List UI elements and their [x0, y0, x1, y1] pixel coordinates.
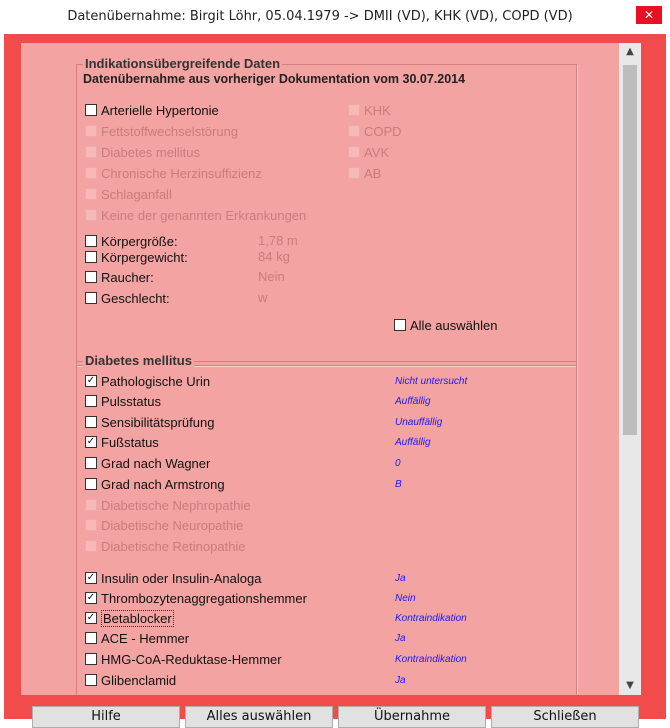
checkbox-fettstoffwechselstoerung — [85, 122, 238, 140]
checkbox-glibenclamid[interactable] — [85, 671, 176, 689]
checkbox-label: Alle auswählen — [410, 317, 498, 333]
value-koerpergewicht: 84 kg — [258, 249, 290, 264]
checkbox-sensibilitaetspruefung[interactable] — [85, 413, 214, 431]
checkbox-box[interactable] — [85, 251, 97, 263]
checkbox-thrombozytenaggregationshemmer[interactable] — [85, 589, 307, 607]
checkbox-koerpergewicht[interactable] — [85, 248, 188, 266]
help-button[interactable]: Hilfe — [32, 706, 180, 728]
value-koerpergroesse: 1,78 m — [258, 233, 298, 248]
value-ace-hemmer: Ja — [395, 633, 406, 644]
group-title: Diabetes mellitus — [85, 353, 192, 368]
checkbox-insulin[interactable] — [85, 569, 261, 587]
checkbox-label: Grad nach Armstrong — [101, 476, 225, 492]
checkbox-box[interactable] — [394, 319, 406, 331]
checkbox-avk — [348, 143, 389, 161]
checkbox-label: KHK — [364, 102, 391, 118]
checkbox-ab — [348, 164, 381, 182]
checkbox-label: HMG-CoA-Reduktase-Hemmer — [101, 651, 282, 667]
checkbox-label: Diabetische Retinopathie — [101, 538, 246, 554]
checkbox-label: Thrombozytenaggregationshemmer — [101, 590, 307, 606]
checkbox-box[interactable] — [85, 292, 97, 304]
checkbox-label: Raucher: — [101, 269, 154, 285]
value-geschlecht: w — [258, 290, 268, 305]
checkbox-betablocker[interactable] — [85, 609, 174, 627]
checkbox-label: Keine der genannten Erkrankungen — [101, 207, 307, 223]
checkbox-label: Insulin oder Insulin-Analoga — [101, 570, 262, 586]
checkbox-grad-nach-wagner[interactable] — [85, 454, 210, 472]
checkbox-box — [85, 188, 97, 200]
checkbox-label: Betablocker — [103, 610, 172, 626]
checkbox-label: Diabetische Nephropathie — [101, 497, 251, 513]
checkbox-raucher[interactable] — [85, 268, 154, 286]
checkbox-label: Sensibilitätsprüfung — [101, 414, 215, 430]
checkbox-box[interactable] — [85, 653, 97, 665]
checkbox-label: Körpergewicht: — [101, 249, 188, 265]
checkbox-box — [348, 125, 360, 137]
checkbox-arterielle-hypertonie[interactable] — [85, 101, 219, 119]
checkbox-pulsstatus[interactable] — [85, 392, 161, 410]
checkbox-box[interactable] — [85, 457, 97, 469]
value-pathologische-urin: Nicht untersucht — [395, 376, 468, 387]
checkbox-box — [85, 540, 97, 552]
select-all-button[interactable]: Alles auswählen — [185, 706, 333, 728]
checkbox-box[interactable] — [85, 478, 97, 490]
checkbox-box — [348, 146, 360, 158]
checkbox-label: ACE - Hemmer — [101, 630, 190, 646]
checkbox-box — [85, 167, 97, 179]
scroll-down-icon[interactable]: ▼ — [626, 680, 634, 691]
scrollbar-thumb[interactable] — [623, 65, 637, 435]
title-bar — [0, 0, 670, 34]
checkbox-fussstatus[interactable] — [85, 433, 159, 451]
checkbox-box — [85, 146, 97, 158]
checkbox-label: AB — [364, 165, 382, 181]
checkbox-label: Diabetische Neuropathie — [101, 517, 244, 533]
checkbox-box — [348, 167, 360, 179]
checkbox-box[interactable]: ✓ — [86, 592, 96, 603]
checkbox-box[interactable] — [85, 674, 97, 686]
value-thrombozytenaggregationshemmer: Nein — [395, 593, 416, 604]
value-raucher: Nein — [258, 269, 285, 284]
checkbox-khk — [348, 101, 391, 119]
content-scroll-area[interactable] — [21, 43, 619, 695]
checkbox-ace-hemmer[interactable] — [85, 629, 189, 647]
checkbox-chronische-herzinsuffizienz — [85, 164, 262, 182]
checkbox-label: Fettstoffwechselstörung — [101, 123, 239, 139]
value-betablocker: Kontraindikation — [395, 613, 467, 624]
checkbox-label: AVK — [364, 144, 390, 160]
close-button[interactable]: Schließen — [491, 706, 639, 728]
checkbox-keine-erkrankungen — [85, 206, 306, 224]
scroll-up-icon[interactable]: ▲ — [626, 46, 634, 57]
checkbox-box[interactable] — [85, 416, 97, 428]
checkbox-pathologische-urin[interactable] — [85, 372, 210, 390]
value-pulsstatus: Auffällig — [395, 396, 431, 407]
checkbox-label: Körpergröße: — [101, 233, 178, 249]
checkbox-label: Arterielle Hypertonie — [101, 102, 219, 118]
checkbox-grad-nach-armstrong[interactable] — [85, 475, 225, 493]
checkbox-label: Fußstatus — [101, 434, 159, 450]
close-icon[interactable]: ✕ — [636, 6, 662, 24]
checkbox-box — [85, 519, 97, 531]
value-insulin: Ja — [395, 573, 406, 584]
checkbox-alle-auswaehlen[interactable] — [394, 316, 497, 334]
checkbox-box[interactable] — [85, 395, 97, 407]
checkbox-box — [85, 125, 97, 137]
checkbox-schlaganfall — [85, 185, 172, 203]
checkbox-box[interactable] — [85, 104, 97, 116]
value-grad-nach-armstrong: B — [395, 479, 402, 490]
checkbox-box — [348, 104, 360, 116]
checkbox-box[interactable]: ✓ — [86, 612, 96, 623]
checkbox-label: Pulsstatus — [101, 393, 161, 409]
checkbox-label: Schlaganfall — [101, 186, 172, 202]
checkbox-label: Glibenclamid — [101, 672, 177, 688]
window-title: Datenübernahme: Birgit Löhr, 05.04.1979 -> DMII (VD), KHK (VD), COPD (VD) — [67, 9, 573, 24]
checkbox-box[interactable] — [85, 235, 97, 247]
value-glibenclamid: Ja — [395, 675, 406, 686]
vertical-scrollbar[interactable] — [619, 43, 641, 695]
value-hmg-coa-reduktase-hemmer: Kontraindikation — [395, 654, 467, 665]
checkbox-box — [85, 209, 97, 221]
checkbox-diabetische-nephropathie — [85, 496, 251, 514]
checkbox-diabetes-mellitus — [85, 143, 200, 161]
checkbox-label: Geschlecht: — [101, 290, 170, 306]
value-sensibilitaetspruefung: Unauffällig — [395, 417, 443, 428]
checkbox-box[interactable]: ✓ — [86, 375, 96, 386]
checkbox-geschlecht[interactable] — [85, 289, 170, 307]
checkbox-diabetische-retinopathie — [85, 537, 246, 555]
checkbox-hmg-coa-reduktase-hemmer[interactable] — [85, 650, 282, 668]
checkbox-box[interactable]: ✓ — [86, 572, 96, 583]
checkbox-diabetische-neuropathie — [85, 516, 243, 534]
value-grad-nach-wagner: 0 — [395, 458, 401, 469]
group-title: Indikationsübergreifende Daten — [85, 56, 281, 71]
checkbox-box[interactable] — [85, 271, 97, 283]
checkbox-box[interactable] — [85, 632, 97, 644]
checkbox-label: Chronische Herzinsuffizienz — [101, 165, 262, 181]
value-fussstatus: Auffällig — [395, 437, 431, 448]
apply-button[interactable]: Übernahme — [338, 706, 486, 728]
checkbox-label: Diabetes mellitus — [101, 144, 200, 160]
checkbox-copd — [348, 122, 402, 140]
checkbox-label: Grad nach Wagner — [101, 455, 211, 471]
subtitle: Datenübernahme aus vorheriger Dokumentation vom 30.07.2014 — [83, 72, 466, 86]
checkbox-label: COPD — [364, 123, 402, 139]
checkbox-label: Pathologische Urin — [101, 373, 211, 389]
checkbox-box — [85, 499, 97, 511]
checkbox-box[interactable]: ✓ — [86, 436, 96, 447]
